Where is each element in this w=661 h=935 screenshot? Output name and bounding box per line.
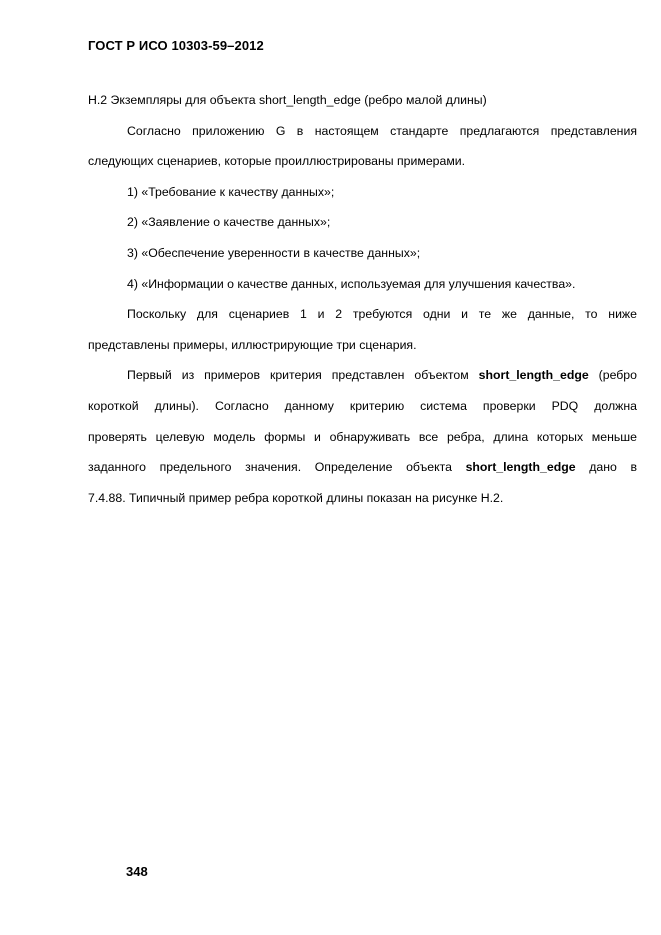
- section-heading: Н.2 Экземпляры для объекта short_length_edge (ребро малой длины): [88, 93, 487, 107]
- list-item-1: 1) «Требование к качеству данных»;: [127, 184, 335, 199]
- list-item-2: 2) «Заявление о качестве данных»;: [127, 215, 331, 230]
- paragraph-2-line-2: представлены примеры, иллюстрирующие три сценария.: [88, 337, 417, 352]
- entity-name-short-length-edge: short_length_edge: [478, 368, 589, 383]
- document-body: [88, 85, 637, 513]
- entity-name-short-length-edge-2: short_length_edge: [465, 460, 576, 475]
- paragraph-3-line-3: проверять целевую модель формы и обнаруживать все ребра, длина которых меньше: [88, 429, 637, 444]
- paragraph-3-line-1: [88, 360, 637, 391]
- list-item-3: 3) «Обеспечение уверенности в качестве данных»;: [127, 245, 421, 260]
- paragraph-3-line-2: короткой длины). Согласно данному критерию система проверки PDQ должна: [88, 398, 637, 413]
- paragraph-1-line-1: Согласно приложению G в настоящем стандарте предлагаются представления: [127, 123, 637, 138]
- document-header: ГОСТ Р ИСО 10303-59–2012: [88, 38, 264, 53]
- paragraph-3-line-4-text: заданного предельного значения. Определение объекта: [88, 460, 466, 475]
- paragraph-3-line-1-tail: (ребро: [588, 368, 637, 383]
- paragraph-1-line-2: следующих сценариев, которые проиллюстрированы примерами.: [88, 154, 466, 169]
- paragraph-3-line-4: [88, 452, 637, 483]
- paragraph-3-line-4-tail: дано в: [575, 460, 637, 475]
- list-item-4: 4) «Информации о качестве данных, используемая для улучшения качества».: [127, 276, 576, 291]
- paragraph-3-line-5: 7.4.88. Типичный пример ребра короткой длины показан на рисунке Н.2.: [88, 490, 504, 505]
- paragraph-3-line-1-text: Первый из примеров критерия представлен объектом: [127, 368, 479, 383]
- page-number: 348: [126, 864, 148, 879]
- paragraph-2-line-1: Поскольку для сценариев 1 и 2 требуются одни и те же данные, то ниже: [127, 307, 637, 322]
